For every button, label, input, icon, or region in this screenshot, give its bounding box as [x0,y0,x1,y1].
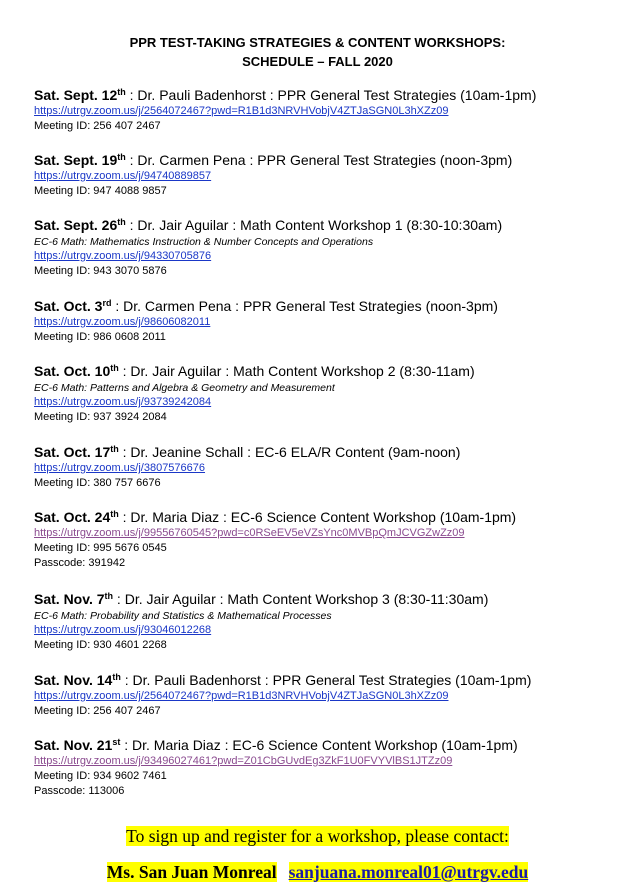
workshop-description: : Dr. Pauli Badenhorst : PPR General Test Strategies (10am-1pm) [125,87,537,103]
workshop-date: Sat. Oct. 10 [34,363,111,379]
workshop-date: Sat. Sept. 12 [34,87,118,103]
meeting-id: Meeting ID: 380 757 6676 [34,477,161,489]
zoom-link[interactable]: https://utrgv.zoom.us/j/94330705876 [34,250,212,262]
workshop-heading [34,87,624,104]
date-suffix: th [104,591,114,601]
workshop-date: Sat. Oct. 17 [34,444,111,460]
workshop-subtitle: EC-6 Math: Mathematics Instruction & Number Concepts and Operations [34,236,374,248]
workshop-heading [34,152,624,169]
date-suffix: th [117,152,126,162]
date-suffix: th [112,672,121,682]
zoom-link[interactable]: https://utrgv.zoom.us/j/3807576676 [34,462,206,474]
workshop-heading [34,509,624,526]
zoom-link[interactable]: https://utrgv.zoom.us/j/94740889857 [34,170,212,182]
workshop-entry [34,298,624,345]
meeting-id: Meeting ID: 256 407 2467 [34,120,161,132]
workshop-entry [34,591,624,653]
zoom-link[interactable]: https://utrgv.zoom.us/j/93739242084 [34,396,212,408]
meeting-id: Meeting ID: 256 407 2467 [34,705,161,717]
zoom-link[interactable]: https://utrgv.zoom.us/j/98606082011 [34,316,211,328]
passcode: Passcode: 391942 [34,557,126,569]
contact-instructions [0,826,635,847]
workshop-description: : Dr. Maria Diaz : EC-6 Science Content Workshop (10am-1pm) [120,737,518,753]
workshop-description: : Dr. Carmen Pena : PPR General Test Strategies (noon-3pm) [111,298,498,314]
workshop-heading [34,217,624,234]
date-suffix: th [117,87,126,97]
document-title: PPR TEST-TAKING STRATEGIES & CONTENT WORKSHOPS: [129,35,506,50]
workshop-description: : Dr. Jair Aguilar : Math Content Workshop 2 (8:30-11am) [118,363,475,379]
workshop-entry [34,672,624,719]
contact-name: Ms. San Juan Monreal [106,862,277,882]
workshop-heading [34,672,624,689]
workshop-description: : Dr. Jeanine Schall : EC-6 ELA/R Content (9am-noon) [118,444,461,460]
workshop-description: : Dr. Jair Aguilar : Math Content Workshop 3 (8:30-11:30am) [113,591,489,607]
zoom-link[interactable]: https://utrgv.zoom.us/j/99556760545?pwd=c0RSeEV5eVZsYnc0MVBpQmJCVGZwZz09 [34,527,465,539]
workshop-date: Sat. Nov. 21 [34,737,113,753]
workshop-heading [34,298,624,315]
workshop-date: Sat. Sept. 19 [34,152,118,168]
workshop-heading [34,737,624,754]
document-subtitle: SCHEDULE – FALL 2020 [242,54,393,69]
meeting-id: Meeting ID: 947 4088 9857 [34,185,167,197]
meeting-id: Meeting ID: 995 5676 0545 [34,542,167,554]
contact-email-link[interactable]: sanjuana.monreal01@utrgv.edu [288,862,529,882]
workshop-description: : Dr. Carmen Pena : PPR General Test Strategies (noon-3pm) [125,152,513,168]
meeting-id: Meeting ID: 937 3924 2084 [34,411,167,423]
workshop-entry [34,363,624,425]
workshop-description: : Dr. Pauli Badenhorst : PPR General Test Strategies (10am-1pm) [120,672,532,688]
workshop-heading [34,591,624,608]
workshop-entry [34,152,624,199]
workshop-description: : Dr. Maria Diaz : EC-6 Science Content Workshop (10am-1pm) [118,509,517,525]
date-suffix: th [110,444,119,454]
workshop-subtitle: EC-6 Math: Probability and Statistics & Mathematical Processes [34,610,332,622]
workshop-entry [34,509,624,571]
zoom-link[interactable]: https://utrgv.zoom.us/j/93496027461?pwd=Z01CbGUvdEg3ZkF1U0FVYVlBS1JTZz09 [34,755,453,767]
workshop-date: Sat. Sept. 26 [34,217,118,233]
meeting-id: Meeting ID: 934 9602 7461 [34,770,167,782]
workshop-description: : Dr. Jair Aguilar : Math Content Workshop 1 (8:30-10:30am) [125,217,503,233]
date-suffix: th [110,509,119,519]
contact-instructions-text: To sign up and register for a workshop, please contact: [126,826,509,846]
workshop-entry [34,87,624,134]
zoom-link[interactable]: https://utrgv.zoom.us/j/2564072467?pwd=R1B1d3NRVHVobjV4ZTJaSGN0L3hXZz09 [34,105,449,117]
zoom-link[interactable]: https://utrgv.zoom.us/j/93046012268 [34,624,212,636]
workshop-date: Sat. Oct. 24 [34,509,111,525]
date-suffix: st [112,737,121,747]
workshop-entry [34,444,624,491]
meeting-id: Meeting ID: 930 4601 2268 [34,639,167,651]
meeting-id: Meeting ID: 986 0608 2011 [34,331,166,343]
workshop-entry [34,217,624,279]
workshop-date: Sat. Oct. 3 [34,298,103,314]
workshop-subtitle: EC-6 Math: Patterns and Algebra & Geometry and Measurement [34,382,335,394]
workshop-date: Sat. Nov. 7 [34,591,105,607]
date-suffix: th [110,363,119,373]
passcode: Passcode: 113006 [34,785,125,797]
contact-info [0,862,635,883]
workshop-date: Sat. Nov. 14 [34,672,113,688]
workshop-heading [34,363,624,380]
workshop-heading [34,444,624,461]
zoom-link[interactable]: https://utrgv.zoom.us/j/2564072467?pwd=R1B1d3NRVHVobjV4ZTJaSGN0L3hXZz09 [34,690,449,702]
date-suffix: rd [102,298,112,308]
meeting-id: Meeting ID: 943 3070 5876 [34,265,167,277]
date-suffix: th [117,217,126,227]
workshop-entry [34,737,624,799]
